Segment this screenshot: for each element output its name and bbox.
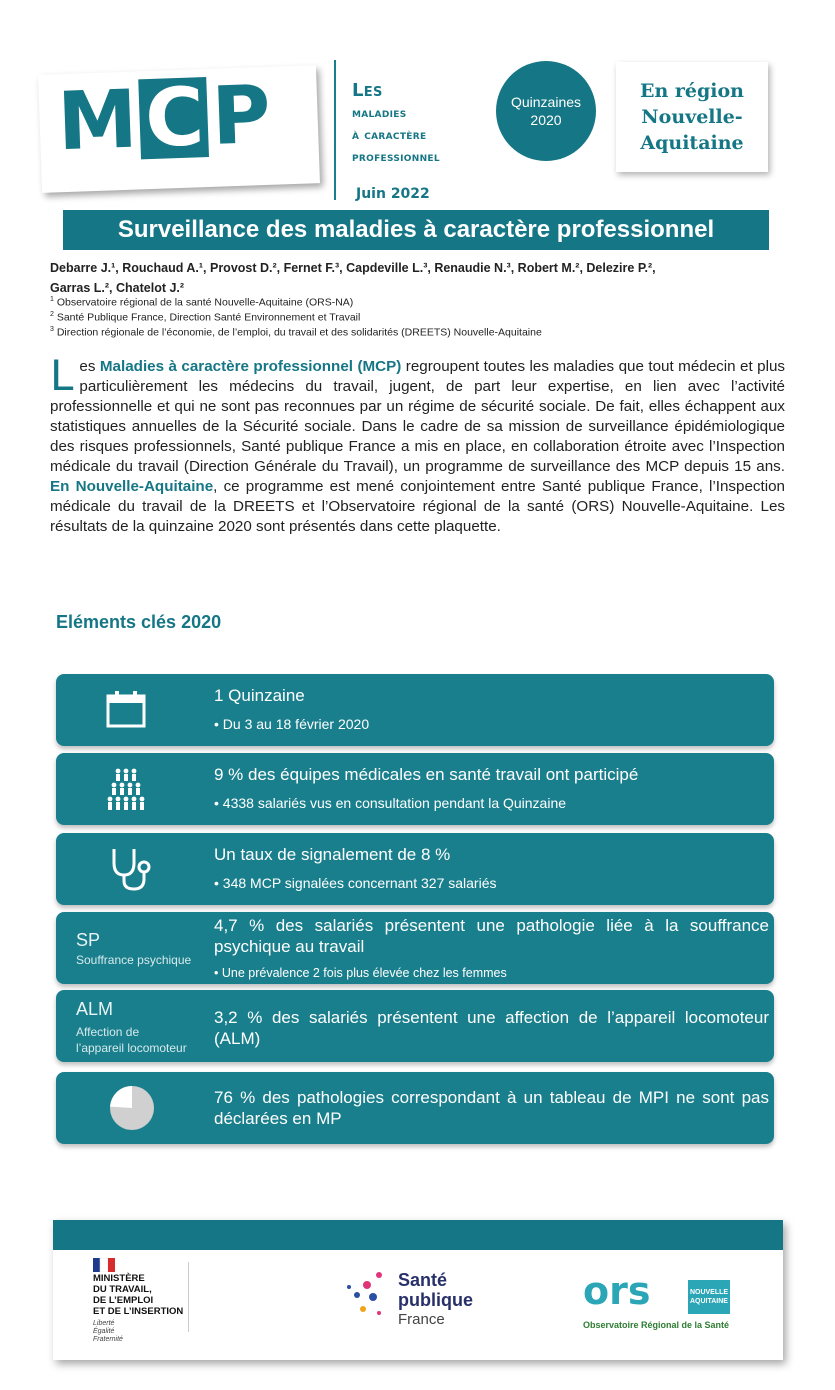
affiliation-3: $^3$ Direction régionale de l’économie, de l’emploi, du travail et des solidarités (DREETS) Nouvelle-Aquitaine: [50, 326, 542, 339]
pie-chart-icon: [102, 1084, 162, 1132]
ministry-divider: [188, 1262, 189, 1332]
card-main-text: 3,2 % des salariés présentent une affection de l’appareil locomoteur (ALM): [214, 1008, 769, 1048]
ors-region-box: NOUVELLE AQUITAINE: [688, 1280, 730, 1314]
calendar-icon: [96, 686, 156, 734]
section-title: Eléments clés 2020: [56, 612, 222, 632]
key-card-participation: [56, 753, 774, 825]
card-main-text: 76 % des pathologies correspondant à un tableau de MPI ne sont pas déclarées en MP: [214, 1088, 769, 1128]
authors: Debarre J.¹, Rouchaud A.¹, Provost D.², Fernet F.³, Capdeville L.³, Renaudie N.³, Robert M.², Delezire P.², Garras L.², Chatelot J.²: [50, 261, 656, 295]
alm-label-small-2: l’appareil locomoteur: [76, 1041, 187, 1055]
ors-caption: Observatoire Régional de la Santé: [583, 1320, 730, 1330]
alm-label: ALM: [76, 999, 114, 1019]
quinzaines-badge: Quinzaines 2020: [496, 61, 596, 161]
ors-logo: ors: [583, 1269, 651, 1313]
people-icon: [96, 765, 156, 813]
key-card-souffrance: [56, 912, 774, 984]
intro-paragraph: Les Maladies à caractère professionnel (MCP) regroupent toutes les maladies que tout médecin et plus particulièrement les médecins du travail, jugent, de part leur expertise, en lien avec l’activité professionnelle et qui ne sont pas reconnues par un régime de sécurité sociale. De fait, elles échappent aux statistiques annuelles de la Sécurité sociale. Dans le cadre de sa mission de surveillance épidémiologique des risques professionnels, Santé publique France a mis en place, en collaboration étroite avec l’Inspection médicale du travail (Direction Générale du Travail), un programme de surveillance des MCP depuis 15 ans. En Nouvelle-Aquitaine, ce programme est mené conjointement entre Santé publique France, l’Inspection médicale du travail de la DREETS et l’Observatoire régional de la santé (ORS) Nouvelle-Aquitaine. Les résultats de la quinzaine 2020 sont présentés dans cette plaquette.: [50, 351, 785, 535]
region-card: En région Nouvelle- Aquitaine: [616, 62, 768, 172]
card-sub-text: • 4338 salariés vus en consultation pendant la Quinzaine: [214, 795, 566, 811]
mcp-logo: [38, 65, 320, 193]
header-divider: [334, 60, 336, 200]
marianne-icon: [93, 1258, 115, 1272]
key-card-signalement: [56, 833, 774, 905]
alm-label-small-1: Affection de: [76, 1025, 140, 1039]
banner-title: Surveillance des maladies à caractère professionnel: [63, 210, 769, 250]
key-card-alm: [56, 990, 774, 1062]
card-main-text: 9 % des équipes médicales en santé travail ont participé: [214, 765, 639, 784]
card-sub-text: • Une prévalence 2 fois plus élevée chez les femmes: [214, 966, 507, 980]
footer: [53, 1220, 783, 1360]
ministry-motto: Liberté Égalité Fraternité: [93, 1320, 123, 1343]
sante-publique-logo: Santé publique France: [398, 1270, 473, 1328]
affiliation-2: $^2$ Santé Publique France, Direction Santé Environnement et Travail: [50, 311, 361, 324]
card-main-text: 1 Quinzaine: [214, 686, 305, 705]
mcp-logo-text: MCP: [56, 67, 271, 169]
key-card-quinzaine: [56, 674, 774, 746]
sp-label-small: Souffrance psychique: [76, 953, 192, 967]
card-main-text: 4,7 % des salariés présentent une pathologie liée à la souffrance psychique au travail: [214, 916, 769, 956]
ministry-name: MINISTÈRE DU TRAVAIL, DE L’EMPLOI ET DE L’INSERTION: [93, 1273, 184, 1317]
header-title: Les maladies à caractère professionnel: [352, 80, 440, 165]
sp-label: SP: [76, 930, 101, 950]
header-date: Juin 2022: [356, 186, 430, 202]
key-card-mpi: [56, 1072, 774, 1144]
sante-publique-logo-icon: [343, 1265, 393, 1325]
footer-bar: [53, 1220, 783, 1250]
affiliation-1: $^1$ Observatoire régional de la santé Nouvelle-Aquitaine (ORS-NA): [50, 296, 354, 309]
stethoscope-icon: [96, 845, 156, 893]
dropcap: L: [50, 351, 74, 400]
card-main-text: Un taux de signalement de 8 %: [214, 845, 451, 864]
card-sub-text: • 348 MCP signalées concernant 327 salariés: [214, 875, 496, 891]
card-sub-text: • Du 3 au 18 février 2020: [214, 716, 369, 732]
